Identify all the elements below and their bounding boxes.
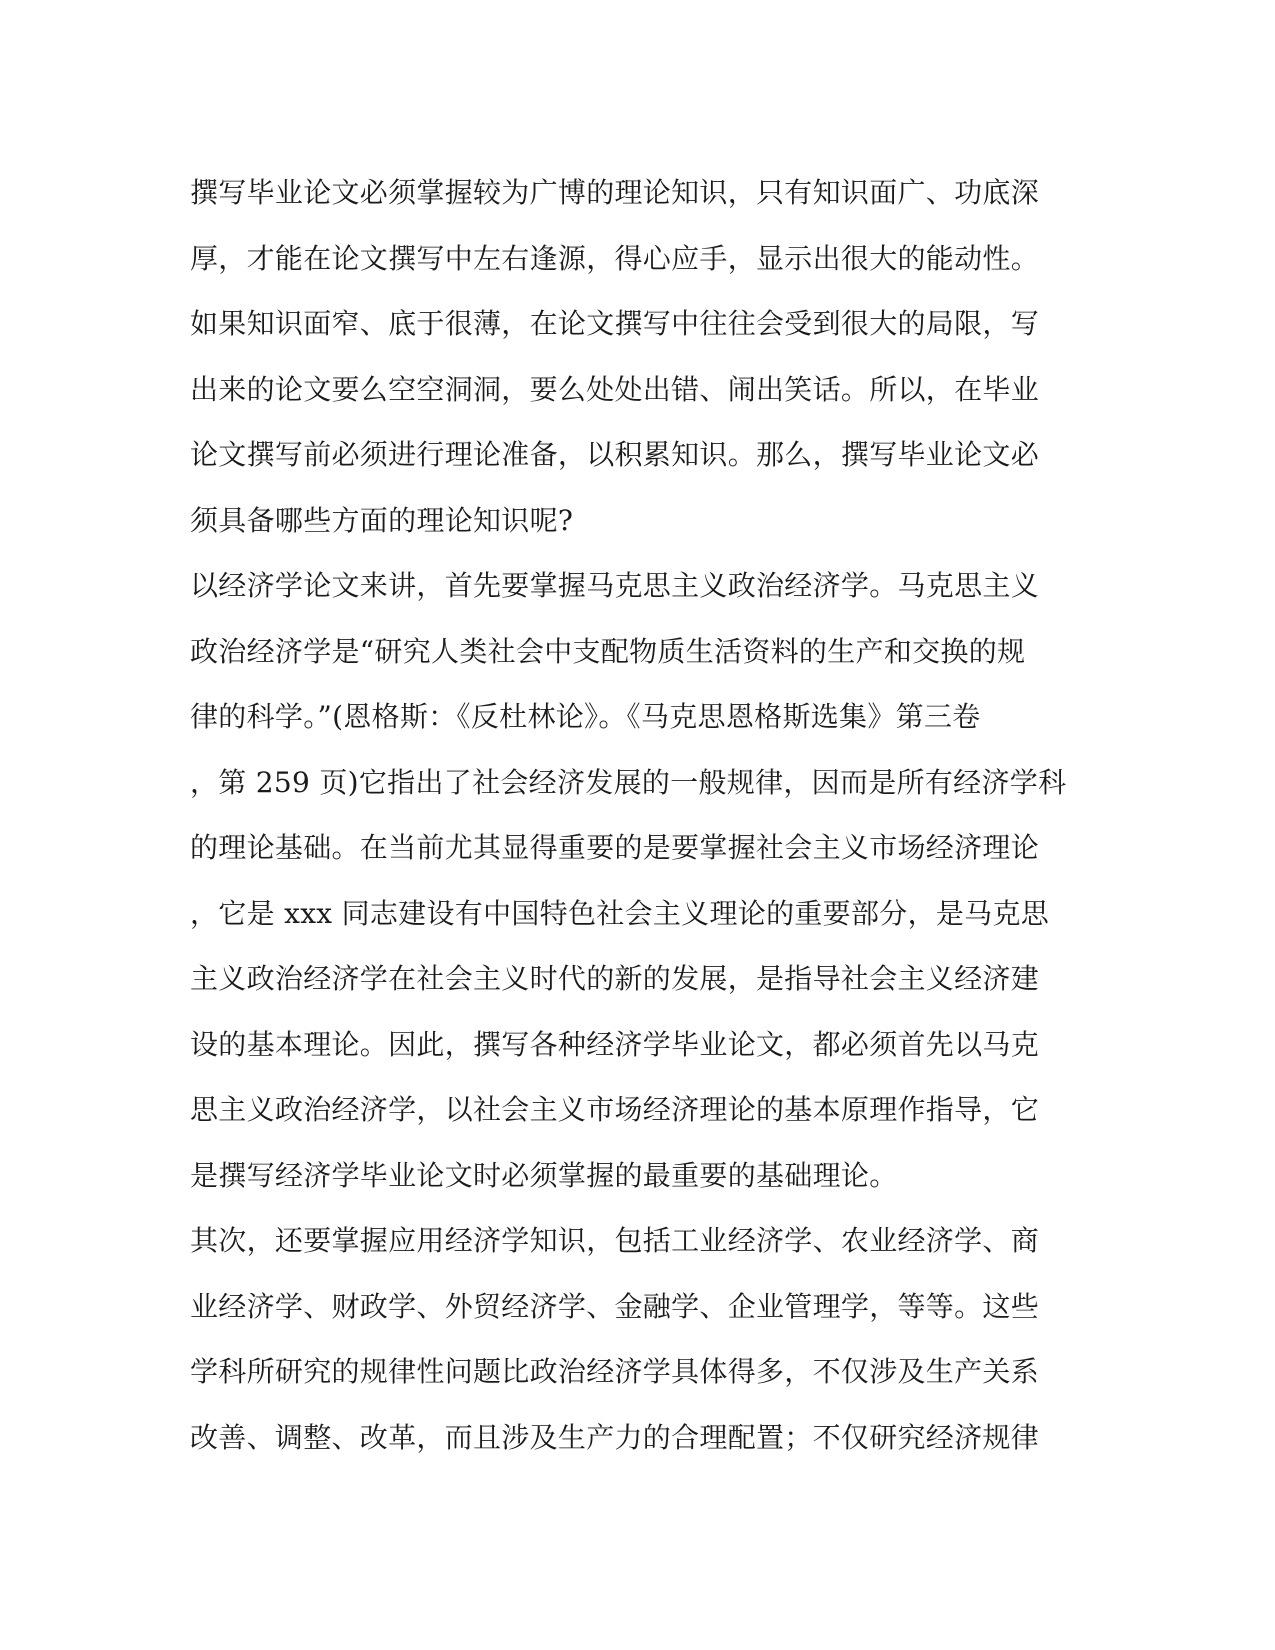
text-line: 政治经济学是“研究人类社会中支配物质生活资料的生产和交换的规 (190, 634, 1026, 668)
document-body (190, 160, 1090, 1470)
text-line: 的理论基础。在当前尤其显得重要的是要掌握社会主义市场经济理论 (190, 831, 1040, 864)
text-line: 撰写毕业论文必须掌握较为广博的理论知识，只有知识面广、功底深 (190, 176, 1040, 209)
text-line: 学科所研究的规律性问题比政治经济学具体得多，不仅涉及生产关系 (190, 1355, 1040, 1388)
text-line: 须具备哪些方面的理论知识呢? (190, 503, 574, 537)
text-line: 律的科学。”(恩格斯：《反杜林论》。《马克思恩格斯选集》第三卷 (190, 700, 981, 733)
text-line: ，它是 xxx 同志建设有中国特色社会主义理论的重要部分，是马克思 (190, 896, 1050, 930)
text-line: 其次，还要掌握应用经济学知识，包括工业经济学、农业经济学、商 (190, 1224, 1040, 1257)
text-line: 是撰写经济学毕业论文时必须掌握的最重要的基础理论。 (190, 1158, 898, 1192)
text-line: 主义政治经济学在社会主义时代的新的发展，是指导社会主义经济建 (190, 962, 1040, 995)
text-line: 业经济学、财政学、外贸经济学、金融学、企业管理学，等等。这些 (190, 1289, 1040, 1323)
text-line: 论文撰写前必须进行理论准备，以积累知识。那么，撰写毕业论文必 (190, 438, 1040, 471)
text-line: ，第 259 页)它指出了社会经济发展的一般规律，因而是所有经济学科 (190, 765, 1067, 799)
text-line: 出来的论文要么空空洞洞，要么处处出错、闹出笑话。所以，在毕业 (190, 372, 1040, 406)
text-line: 改善、调整、改革，而且涉及生产力的合理配置；不仅研究经济规律 (190, 1420, 1040, 1454)
text-line: 设的基本理论。因此，撰写各种经济学毕业论文，都必须首先以马克 (190, 1027, 1040, 1061)
text-line: 思主义政治经济学，以社会主义市场经济理论的基本原理作指导，它 (190, 1093, 1040, 1126)
text-line: 如果知识面窄、底于很薄，在论文撰写中往往会受到很大的局限，写 (190, 307, 1040, 340)
text-line: 以经济学论文来讲，首先要掌握马克思主义政治经济学。马克思主义 (190, 569, 1040, 602)
text-line: 厚，才能在论文撰写中左右逢源，得心应手，显示出很大的能动性。 (190, 241, 1040, 275)
